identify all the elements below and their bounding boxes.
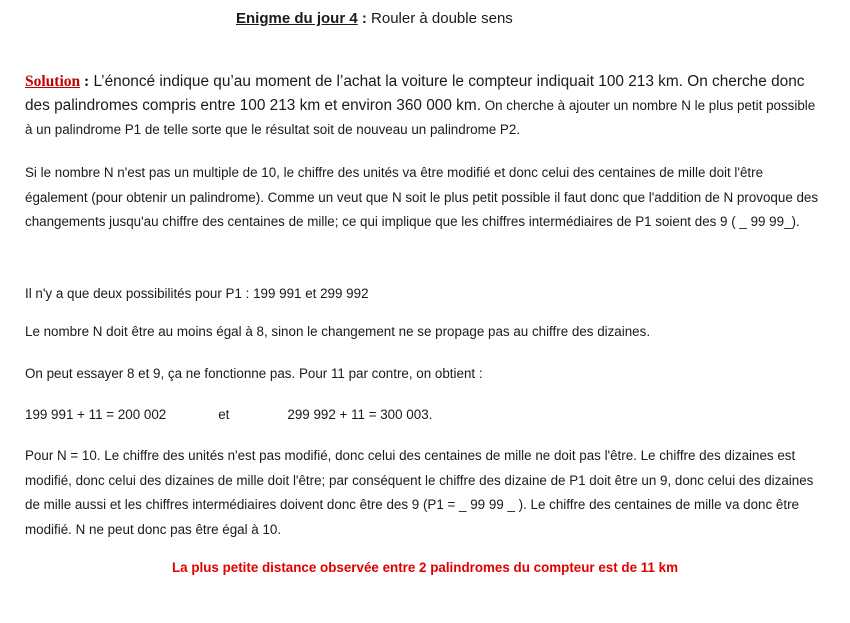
paragraph-minimum-n: Le nombre N doit être au moins égal à 8, sinon le changement ne se propage pas au chiffre des dizaines. [25, 324, 651, 339]
calculation-and: et [218, 407, 230, 422]
paragraph-non-multiple-of-10: Si le nombre N n'est pas un multiple de 10, le chiffre des unités va être modifié et donc celui des centaines de mille doit l'être également (pour obtenir un palindrome). Comme un veut que N soit le plus petit possible il faut donc que l'addition de N provoque des changements jusqu'au chiffre des centaines de mille; ce qui implique que les chiffres intermédiaires de P1 soient des 9 ( _ 99 99_). [25, 165, 819, 229]
solution-intro-small: On cherche à ajouter un nombre N le plus petit possible à un palindrome P1 de telle sorte que le résultat soit de nouveau un palindrome P2. [25, 98, 816, 137]
title-colon: : [357, 10, 367, 27]
solution-label: Solution [25, 73, 81, 90]
calculation-right: 299 992 + 11 = 300 003. [287, 407, 433, 422]
calculation-left: 199 991 + 11 = 200 002 [25, 407, 167, 422]
conclusion-text: La plus petite distance observée entre 2 palindromes du compteur est de 11 km [171, 560, 679, 575]
paragraph-n-equals-10: Pour N = 10. Le chiffre des unités n'est pas modifié, donc celui des centaines de mille ne doit pas l'être. Le chiffre des dizaines est modifié, donc celui des dizaines de mille doit l'être; par conséquent le chiffre des dizaine de P1 doit être un 9, donc celui des dizaines de mille aussi et les chiffres intermédiaires doivent donc être des 9 (P1 = _ 99 99 _ ). Le chiffre des centaines de mille va donc être modifié. N ne peut donc pas être égal à 10. [25, 448, 814, 537]
page-title [236, 10, 513, 27]
solution-intro-paragraph [25, 70, 825, 142]
title-subtitle: Rouler à double sens [366, 10, 513, 27]
solution-colon: : [80, 73, 90, 90]
solution-intro-large: L’énoncé indique qu’au moment de l’achat la voiture le compteur indiquait 100 213 km. On cherche donc des palindromes compris entre 100 213 km et environ 360 000 km. [25, 73, 805, 114]
paragraph-trial: On peut essayer 8 et 9, ça ne fonctionne pas. Pour 11 par contre, on obtient : [25, 366, 483, 381]
title-main: Enigme du jour 4 [236, 10, 358, 27]
paragraph-possibilities: Il n'y a que deux possibilités pour P1 : 199 991 et 299 992 [25, 286, 369, 301]
calculation-line [25, 403, 825, 428]
